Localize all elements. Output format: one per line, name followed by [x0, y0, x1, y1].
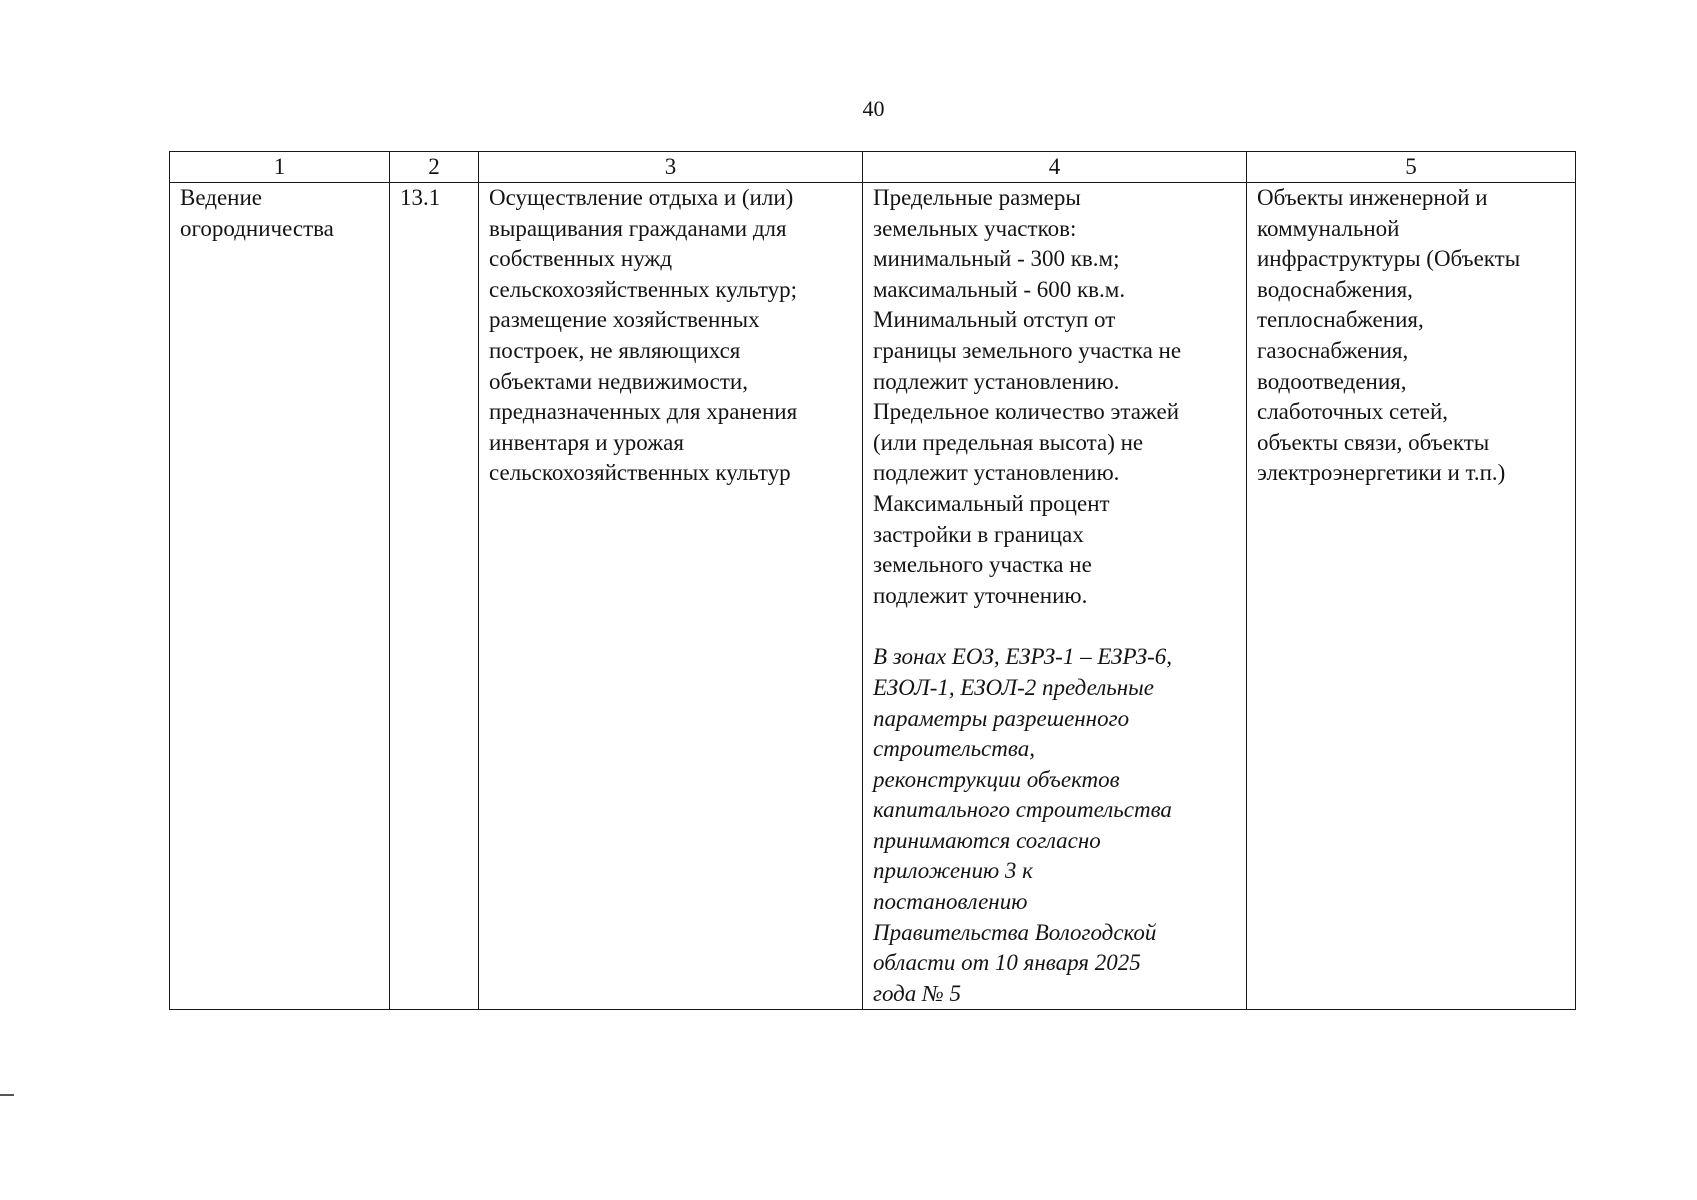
- use-type-text: Ведение огородничества: [180, 185, 334, 241]
- page-number: 40: [862, 96, 885, 121]
- code-text: 13.1: [400, 185, 441, 210]
- cell-auxiliary-objects: [1247, 183, 1576, 1010]
- scan-margin-mark: [0, 1094, 14, 1096]
- cell-use-type: [170, 183, 390, 1010]
- header-col-4: 4: [863, 152, 1247, 183]
- header-col-5: 5: [1247, 152, 1576, 183]
- table-row: [170, 183, 1576, 1010]
- header-col-3: 3: [479, 152, 863, 183]
- header-col-2: 2: [390, 152, 479, 183]
- cell-description: [479, 183, 863, 1010]
- table-header: [170, 152, 1576, 183]
- cell-code: [390, 183, 479, 1010]
- parameters-zone-note: В зонах ЕОЗ, ЕЗРЗ-1 – ЕЗРЗ-6, ЕЗОЛ-1, ЕЗОЛ-2 предельные параметры разрешенного строительства, реконструкции объектов капитального строительства принимаются согласно приложению 3 к постановлению Правительства Вологодской области от 10 января 2025 года № 5: [873, 644, 1173, 1006]
- parameters-text: Предельные размеры земельных участков: минимальный - 300 кв.м; максимальный - 600 кв.м. Минимальный отступ от границы земельного участка не подлежит установлению. Предельное количество этажей (или предельная высота) не подлежит установлению. Максимальный процент застройки в границах земельного участка не подлежит уточнению.: [873, 185, 1182, 608]
- header-col-1: 1: [170, 152, 390, 183]
- regulations-table: [169, 151, 1576, 1010]
- header-row: [170, 152, 1576, 183]
- description-text: Осуществление отдыха и (или) выращивания гражданами для собственных нужд сельскохозяйственных культур; размещение хозяйственных построек, не являющихся объектами недвижимости, предназначенных для хранения инвентаря и урожая сельскохозяйственных культур: [489, 185, 798, 486]
- cell-parameters: [863, 183, 1247, 1010]
- auxiliary-objects-text: Объекты инженерной и коммунальной инфраструктуры (Объекты водоснабжения, теплоснабжения, газоснабжения, водоотведения, слаботочных сетей, объекты связи, объекты электроэнергетики и т.п.): [1257, 185, 1521, 486]
